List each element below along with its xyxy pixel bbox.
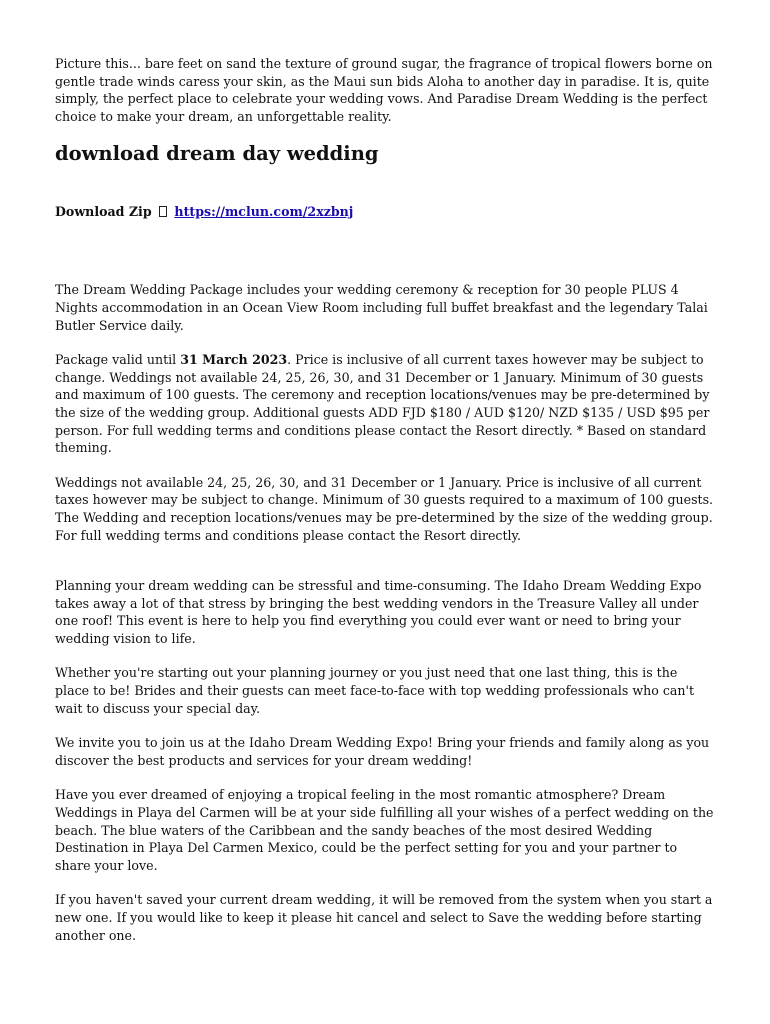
validity-details: . Price is inclusive of all current taxes however may be subject to change. Weddings not available 24, 25, 26, 30, and 31 December or 1 January. Minimum of 30 guests and maximum of 100 guests. The ceremony and reception locations/venues may be pre-determined by the size of the wedding group. Additional guests ADD FJD $180 / AUD $120/ NZD $135 / USD $95 per person. For full wedding terms and conditions please contact the Resort directly. * Based on standard theming. xyxy=(55,352,710,456)
package-paragraph: The Dream Wedding Package includes your wedding ceremony & reception for 30 people PLUS 4 Nights accommodation in an Ocean View Room including full buffet breakfast and the legendary Talai Butler Service daily. xyxy=(55,282,708,333)
download-label: Download Zip xyxy=(55,204,152,220)
validity-paragraph xyxy=(55,351,715,457)
page-heading: download dream day wedding xyxy=(55,142,379,166)
invite-paragraph: We invite you to join us at the Idaho Dream Wedding Expo! Bring your friends and family along as you discover the best products and services for your dream wedding! xyxy=(55,735,710,768)
journey-paragraph: Whether you're starting out your planning journey or you just need that one last thing, this is the place to be! Brides and their guests can meet face-to-face with top wedding professionals who can't wait to discuss your special day. xyxy=(55,665,695,716)
playa-paragraph: Have you ever dreamed of enjoying a tropical feeling in the most romantic atmosphere? Dream Weddings in Playa del Carmen will be at your side fulfilling all your wishes of a perfect wedding on the beach. The blue waters of the Caribbean and the sandy beaches of the most desired Wedding Destination in Playa Del Carmen Mexico, could be the perfect setting for you and your partner to share your love. xyxy=(55,787,714,873)
availability-paragraph: Weddings not available 24, 25, 26, 30, and 31 December or 1 January. Price is inclusive of all current taxes however may be subject to change. Minimum of 30 guests required to a maximum of 100 guests. The Wedding and reception locations/venues may be pre-determined by the size of the wedding group. For full wedding terms and conditions please contact the Resort directly. xyxy=(55,474,714,543)
download-row xyxy=(55,203,715,221)
download-icon xyxy=(159,206,167,217)
download-link[interactable]: https://mclun.com/2xzbnj xyxy=(174,204,354,220)
validity-prefix: Package valid until xyxy=(55,352,181,368)
validity-date: 31 March 2023 xyxy=(180,352,288,368)
planning-paragraph: Planning your dream wedding can be stressful and time-consuming. The Idaho Dream Wedding Expo takes away a lot of that stress by bringing the best wedding vendors in the Treasure Valley all under one roof! This event is here to help you find everything you could ever want or need to bring your wedding vision to life. xyxy=(55,578,702,646)
intro-paragraph: Picture this... bare feet on sand the texture of ground sugar, the fragrance of tropical flowers borne on gentle trade winds caress your skin, as the Maui sun bids Aloha to another day in paradise. It is, quite simply, the perfect place to celebrate your wedding vows. And Paradise Dream Wedding is the perfect choice to make your dream, an unforgettable reality. xyxy=(55,56,713,124)
saved-paragraph: If you haven't saved your current dream wedding, it will be removed from the system when you start a new one. If you would like to keep it please hit cancel and select to Save the wedding before starting another one. xyxy=(55,892,713,943)
